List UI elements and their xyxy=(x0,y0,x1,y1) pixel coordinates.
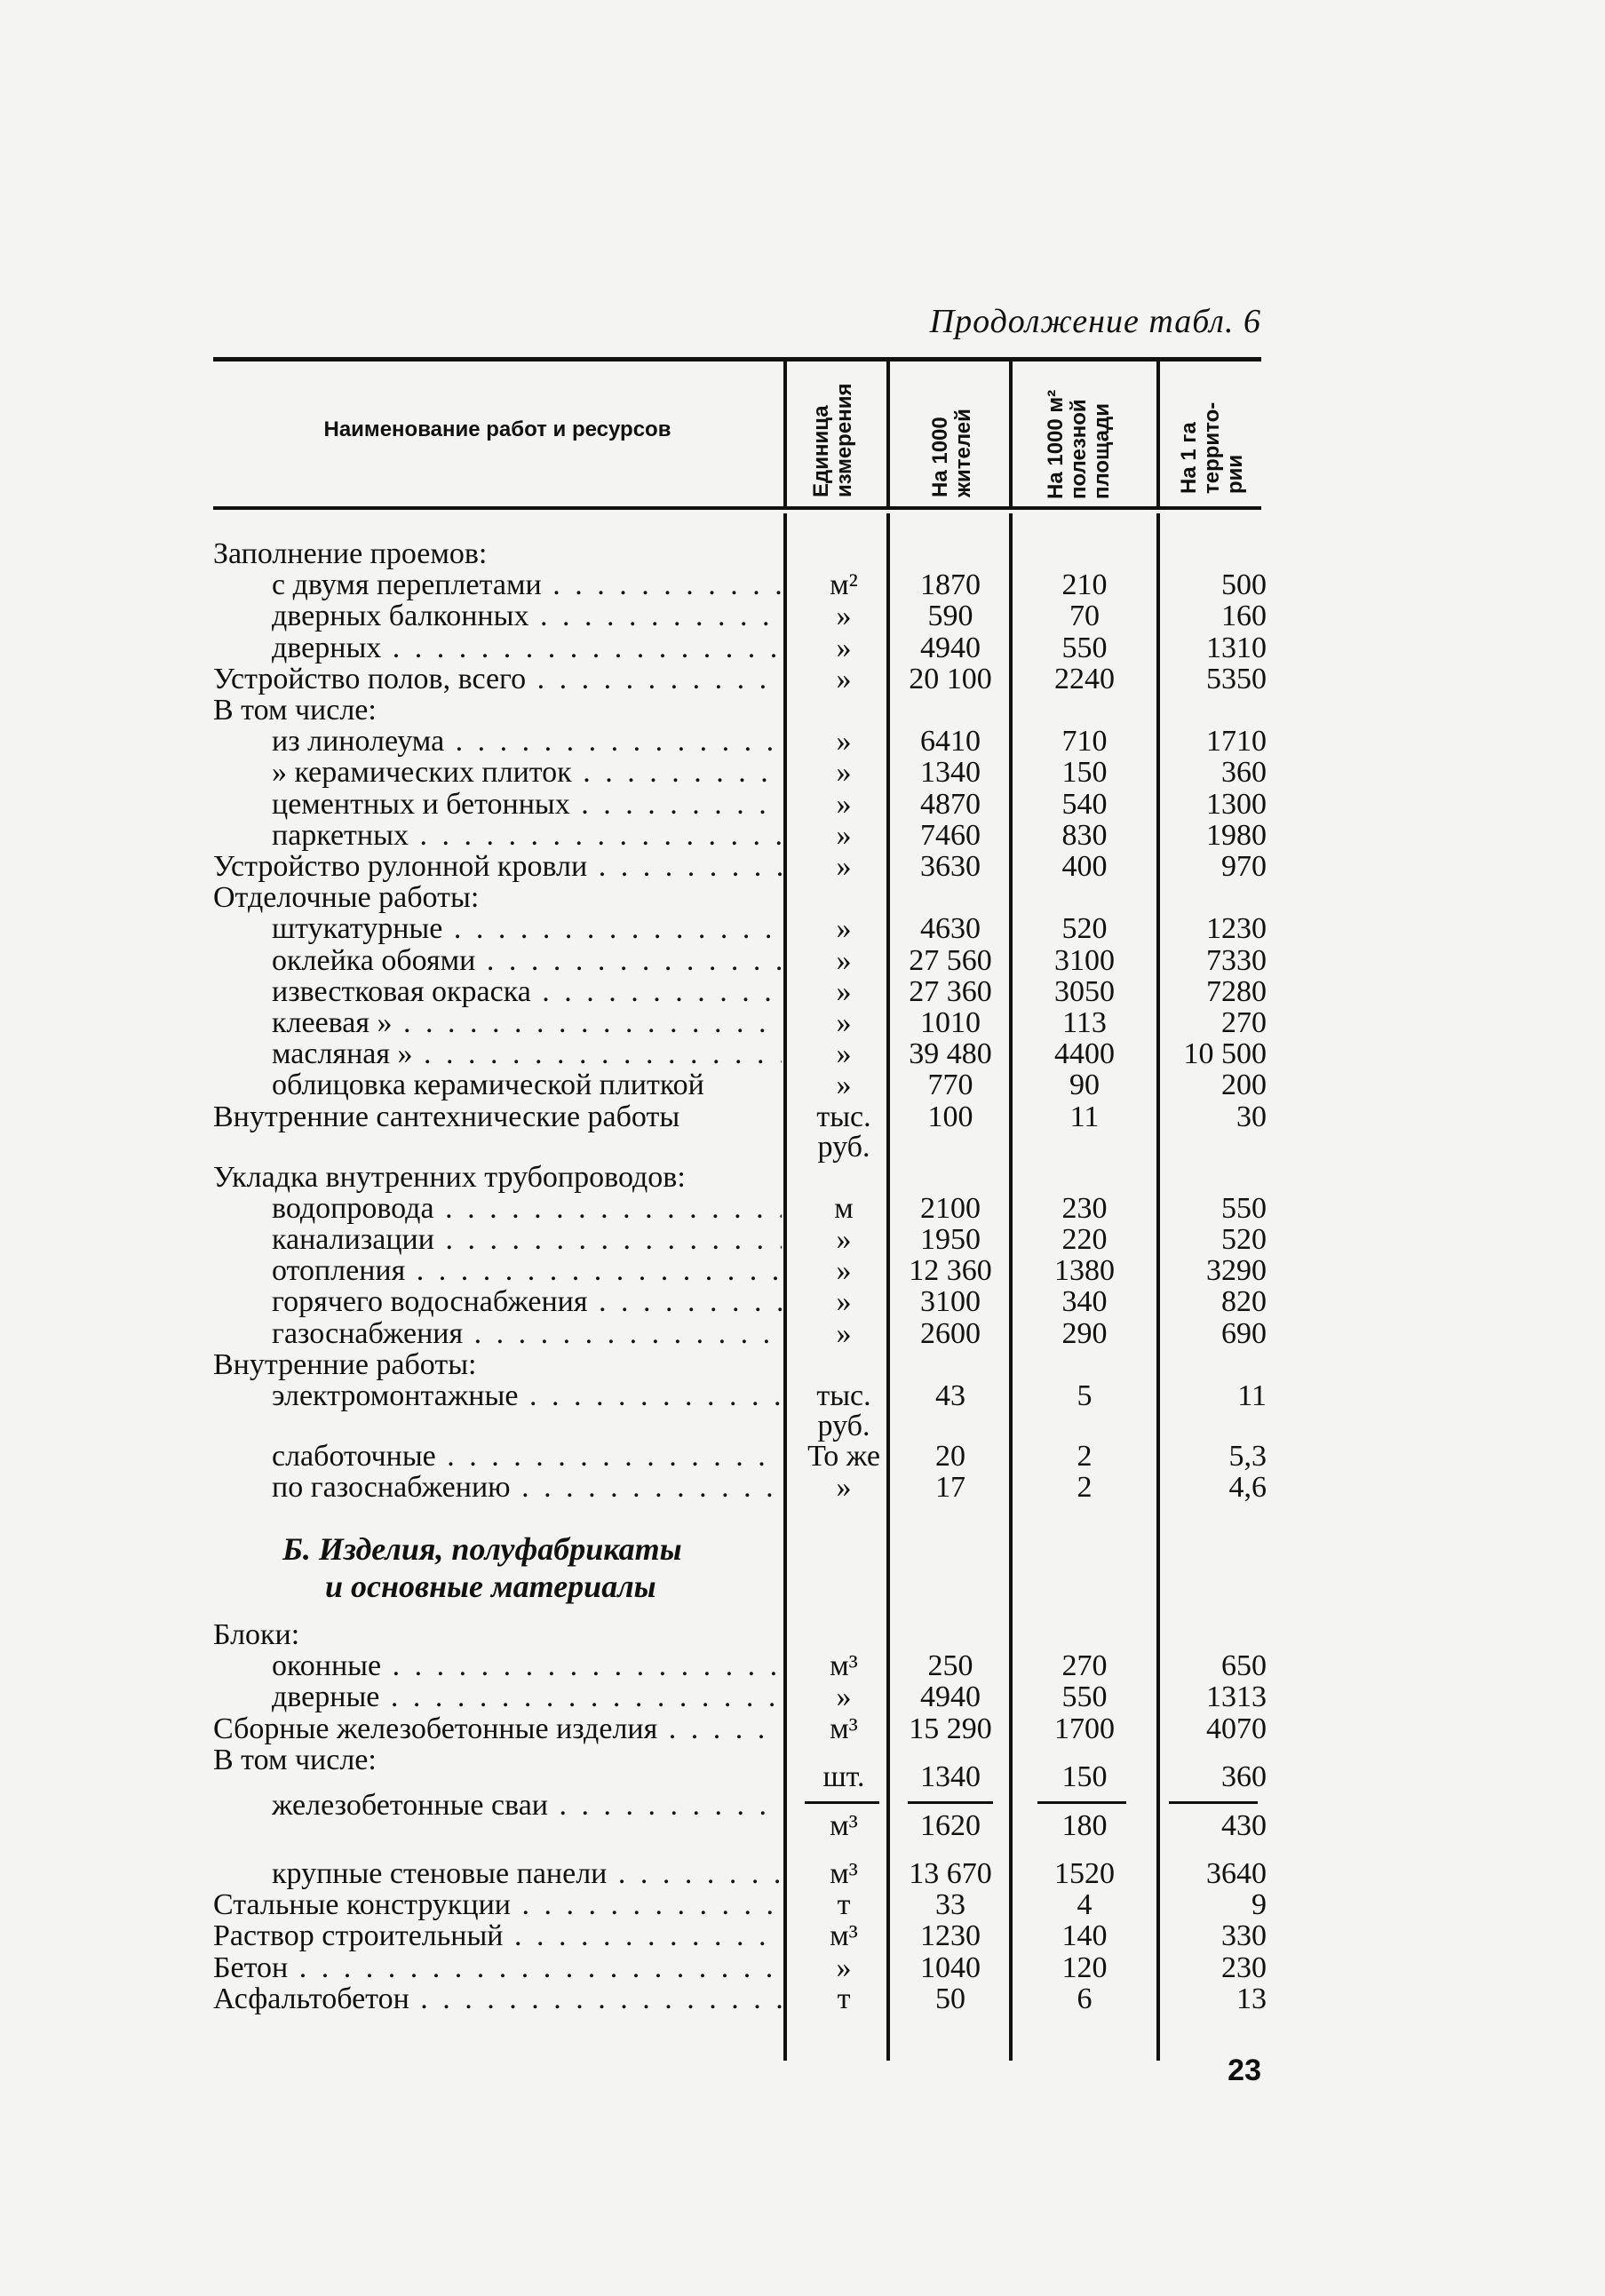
row-label: Асфальтобетон . . . xyxy=(213,1983,782,2015)
table-row xyxy=(0,1920,1605,1952)
table-row xyxy=(0,1681,1605,1713)
value-per-1000-m2: 550 xyxy=(1061,1680,1108,1714)
row-label: Отделочные работы: xyxy=(213,882,480,915)
value-per-1000-m2: 140 xyxy=(1061,1919,1108,1953)
value-per-1000-residents: 15 290 xyxy=(909,1712,992,1745)
table-row xyxy=(0,1193,1605,1225)
value-per-1000-m2: 2 xyxy=(1077,1471,1093,1505)
value-per-1000-m2: 3050 xyxy=(1054,974,1115,1008)
value-per-1000-residents: 250 xyxy=(927,1649,973,1683)
value-per-1-ha: 1230 xyxy=(1206,912,1267,946)
unit-cell: м³ xyxy=(830,1857,858,1890)
value-per-1-ha: 30 xyxy=(1236,1100,1267,1133)
unit-cell: шт. xyxy=(822,1760,865,1793)
value-per-1-ha: 360 xyxy=(1221,1760,1267,1793)
row-label: железобетонные сваи . . . xyxy=(272,1790,782,1822)
table-row xyxy=(0,820,1605,852)
unit-cell: » xyxy=(836,818,852,852)
table-row xyxy=(0,1318,1605,1350)
row-label: клеевая » . . . xyxy=(272,1007,782,1039)
row-label: В том числе: xyxy=(213,1744,377,1776)
table-row xyxy=(0,789,1605,821)
value-per-1000-m2: 5 xyxy=(1077,1379,1093,1412)
table-row xyxy=(0,882,1605,914)
row-label: отопления . . . xyxy=(272,1255,782,1287)
page-number: 23 xyxy=(1228,2054,1261,2087)
table-row xyxy=(0,1255,1605,1287)
value-per-1000-m2: 830 xyxy=(1061,818,1108,852)
row-label: масляная » . . . xyxy=(272,1038,782,1070)
unit-cell: » xyxy=(836,943,852,977)
value-per-1000-m2: 710 xyxy=(1061,725,1108,759)
row-label: штукатурные . . . xyxy=(272,913,782,945)
value-per-1000-m2: 113 xyxy=(1062,1006,1107,1039)
table-row xyxy=(0,1069,1605,1101)
unit-cell: » xyxy=(836,912,852,946)
row-label: Внутренние сантехнические работы xyxy=(213,1100,680,1133)
value-per-1000-residents: 1340 xyxy=(920,756,981,790)
value-per-1-ha: 1980 xyxy=(1206,818,1267,852)
table-row xyxy=(0,695,1605,727)
table-row xyxy=(0,976,1605,1008)
unit-cell: » xyxy=(836,1006,852,1039)
value-per-1000-residents: 20 xyxy=(935,1440,965,1473)
value-per-1000-residents: 100 xyxy=(927,1100,973,1133)
table-row xyxy=(0,1650,1605,1682)
value-per-1-ha: 550 xyxy=(1221,1191,1267,1225)
value-per-1-ha: 970 xyxy=(1221,850,1267,883)
row-label: В том числе: xyxy=(213,695,377,727)
piles-bottom-values xyxy=(0,1810,1605,1842)
value-per-1000-residents: 1040 xyxy=(920,1950,981,1984)
fraction-line xyxy=(908,1801,993,1804)
value-per-1-ha: 10 500 xyxy=(1183,1037,1267,1071)
row-label: канализации . . . xyxy=(272,1224,782,1256)
value-per-1000-m2: 150 xyxy=(1061,1760,1108,1793)
table-row xyxy=(0,569,1605,601)
unit-cell: » xyxy=(836,631,852,664)
value-per-1-ha: 5,3 xyxy=(1228,1440,1267,1473)
value-per-1000-residents: 7460 xyxy=(920,818,981,852)
value-per-1000-m2: 4 xyxy=(1077,1888,1093,1922)
value-per-1000-residents: 13 670 xyxy=(909,1857,992,1890)
row-label: Блоки: xyxy=(213,1619,300,1651)
value-per-1000-m2: 220 xyxy=(1061,1223,1108,1256)
value-per-1-ha: 1300 xyxy=(1206,787,1267,821)
value-per-1000-m2: 270 xyxy=(1061,1649,1108,1683)
row-label: Укладка внутренних трубопроводов: xyxy=(213,1161,686,1194)
value-per-1000-m2: 70 xyxy=(1069,600,1100,633)
row-label: водопровода . . . xyxy=(272,1193,782,1225)
column-rule xyxy=(886,360,890,506)
value-per-1-ha: 13 xyxy=(1236,1982,1267,2015)
table-row xyxy=(0,1100,1605,1164)
value-per-1000-residents: 1010 xyxy=(920,1006,981,1039)
row-label: крупные стеновые панели . . . xyxy=(272,1858,782,1890)
fraction-line xyxy=(805,1801,879,1804)
value-per-1000-residents: 1230 xyxy=(920,1919,981,1953)
row-label: газоснабжения . . . xyxy=(272,1318,782,1350)
unit-cell: т xyxy=(837,1982,851,2015)
fraction-line xyxy=(1037,1801,1126,1804)
unit-cell-continued: руб. xyxy=(817,1410,870,1442)
row-label: слаботочные . . . xyxy=(272,1441,782,1473)
table-row xyxy=(0,1379,1605,1442)
unit-cell: м³ xyxy=(830,1919,858,1953)
table-row xyxy=(0,726,1605,758)
value-per-1-ha: 4,6 xyxy=(1228,1471,1267,1505)
value-per-1000-residents: 4940 xyxy=(920,1680,981,1714)
value-per-1000-residents: 50 xyxy=(935,1982,965,2015)
row-label: Заполнение проемов: xyxy=(213,538,488,570)
value-per-1000-residents: 2100 xyxy=(920,1191,981,1225)
value-per-1000-residents: 17 xyxy=(935,1471,965,1505)
unit-cell: » xyxy=(836,725,852,759)
row-label: оконные . . . xyxy=(272,1650,782,1682)
value-per-1-ha: 11 xyxy=(1237,1379,1267,1412)
value-per-1000-m2: 1520 xyxy=(1054,1857,1115,1890)
value-per-1000-m2: 540 xyxy=(1061,787,1108,821)
value-per-1000-residents: 4870 xyxy=(920,787,981,821)
row-label: из линолеума . . . xyxy=(272,726,782,758)
value-per-1000-m2: 90 xyxy=(1069,1069,1100,1102)
row-label: Устройство полов, всего . . . xyxy=(213,663,782,695)
row-label: с двумя переплетами . . . xyxy=(272,569,782,601)
value-per-1000-residents: 33 xyxy=(935,1888,965,1922)
header-per-1000-m2: На 1000 м² полезной площади xyxy=(1044,389,1114,499)
table-row xyxy=(0,1472,1605,1504)
table-row xyxy=(0,1858,1605,1890)
row-label: Сборные железобетонные изделия . . . xyxy=(213,1713,782,1745)
row-label: оклейка обоями . . . xyxy=(272,945,782,977)
value-per-1000-m2: 230 xyxy=(1061,1191,1108,1225)
row-label: цементных и бетонных . . . xyxy=(272,789,782,821)
value-per-1-ha: 1310 xyxy=(1206,631,1267,664)
value-per-1-ha: 160 xyxy=(1221,600,1267,633)
header-unit-column: Единица измерения xyxy=(809,383,856,497)
header-name-column: Наименование работ и ресурсов xyxy=(323,417,671,441)
value-per-1-ha: 1710 xyxy=(1206,725,1267,759)
continuation-caption: Продолжение табл. 6 xyxy=(929,303,1261,340)
unit-cell: » xyxy=(836,1254,852,1288)
value-per-1-ha: 4070 xyxy=(1206,1712,1267,1745)
table-row xyxy=(0,1224,1605,1256)
value-per-1-ha: 3290 xyxy=(1206,1254,1267,1288)
value-per-1000-residents: 39 480 xyxy=(909,1037,992,1071)
value-per-1000-m2: 4400 xyxy=(1054,1037,1115,1071)
value-per-1000-residents: 4940 xyxy=(920,631,981,664)
table-row xyxy=(0,600,1605,632)
column-rule xyxy=(783,360,787,506)
unit-cell: » xyxy=(836,1680,852,1714)
unit-cell: м³ xyxy=(830,1649,858,1683)
value-per-1000-residents: 1340 xyxy=(920,1760,981,1793)
row-label: Стальные конструкции . . . xyxy=(213,1889,782,1921)
table-row xyxy=(0,945,1605,977)
unit-cell: » xyxy=(836,662,852,695)
column-rule xyxy=(1009,360,1013,506)
row-label: по газоснабжению . . . xyxy=(272,1472,782,1504)
value-per-1-ha: 200 xyxy=(1221,1069,1267,1102)
table-row xyxy=(0,1038,1605,1070)
unit-cell: » xyxy=(836,1037,852,1071)
table-row xyxy=(0,1007,1605,1039)
table-row xyxy=(0,1286,1605,1318)
value-per-1000-m2: 2 xyxy=(1077,1440,1093,1473)
value-per-1000-residents: 770 xyxy=(927,1069,973,1102)
value-per-1000-residents: 2600 xyxy=(920,1316,981,1350)
unit-cell: м³ xyxy=(830,1809,858,1842)
table-row xyxy=(0,1952,1605,1984)
value-per-1-ha: 430 xyxy=(1221,1809,1267,1842)
piles-top-values xyxy=(0,1761,1605,1793)
table-row xyxy=(0,538,1605,570)
value-per-1000-m2: 2240 xyxy=(1054,662,1115,695)
table-row xyxy=(0,1713,1605,1745)
row-label: дверных . . . xyxy=(272,632,782,664)
value-per-1000-m2: 150 xyxy=(1061,756,1108,790)
unit-cell: тыс. xyxy=(816,1100,871,1133)
value-per-1-ha: 330 xyxy=(1221,1919,1267,1953)
row-label: Внутренние работы: xyxy=(213,1348,477,1381)
value-per-1000-residents: 1950 xyxy=(920,1223,981,1256)
unit-cell: т xyxy=(837,1888,851,1922)
unit-cell-continued: руб. xyxy=(817,1130,870,1164)
value-per-1000-m2: 180 xyxy=(1061,1809,1108,1842)
unit-cell: То же xyxy=(807,1440,880,1473)
value-per-1-ha: 650 xyxy=(1221,1649,1267,1683)
value-per-1000-m2: 340 xyxy=(1061,1285,1108,1319)
value-per-1-ha: 5350 xyxy=(1206,662,1267,695)
row-label: облицовка керамической плиткой xyxy=(272,1069,704,1102)
value-per-1000-residents: 1620 xyxy=(920,1809,981,1842)
row-label: паркетных . . . xyxy=(272,820,782,852)
row-label: Раствор строительный . . . xyxy=(213,1920,782,1952)
unit-cell: » xyxy=(836,1285,852,1319)
table-row xyxy=(0,851,1605,883)
header-per-1-ha: На 1 га террито- рии xyxy=(1177,401,1247,494)
value-per-1000-m2: 3100 xyxy=(1054,943,1115,977)
value-per-1-ha: 3640 xyxy=(1206,1857,1267,1890)
value-per-1000-residents: 20 100 xyxy=(909,662,992,695)
table-row xyxy=(0,913,1605,945)
value-per-1-ha: 9 xyxy=(1251,1888,1267,1922)
row-label: горячего водоснабжения . . . xyxy=(272,1286,782,1318)
row-label: Бетон . . . xyxy=(213,1952,782,1984)
unit-cell: м² xyxy=(830,568,858,602)
value-per-1000-m2: 1700 xyxy=(1054,1712,1115,1745)
value-per-1000-m2: 520 xyxy=(1061,912,1108,946)
unit-cell: тыс. xyxy=(816,1379,871,1412)
unit-cell: » xyxy=(836,787,852,821)
header-per-1000-residents: На 1000 жителей xyxy=(928,409,975,497)
value-per-1000-residents: 590 xyxy=(927,600,973,633)
value-per-1000-residents: 27 360 xyxy=(909,974,992,1008)
table-row xyxy=(0,632,1605,664)
table-row xyxy=(0,1441,1605,1473)
row-label: известковая окраска . . . xyxy=(272,976,782,1008)
unit-cell: м³ xyxy=(830,1712,858,1745)
unit-cell: » xyxy=(836,1950,852,1984)
unit-cell: » xyxy=(836,1471,852,1505)
value-per-1000-m2: 550 xyxy=(1061,631,1108,664)
value-per-1000-residents: 1870 xyxy=(920,568,981,602)
unit-cell: » xyxy=(836,1069,852,1102)
value-per-1000-residents: 27 560 xyxy=(909,943,992,977)
table-row xyxy=(0,1619,1605,1651)
row-label: Устройство рулонной кровли . . . xyxy=(213,851,782,883)
value-per-1-ha: 270 xyxy=(1221,1006,1267,1039)
value-per-1-ha: 1313 xyxy=(1206,1680,1267,1714)
value-per-1-ha: 500 xyxy=(1221,568,1267,602)
row-label: дверных балконных . . . xyxy=(272,600,782,632)
value-per-1000-m2: 1380 xyxy=(1054,1254,1115,1288)
value-per-1-ha: 690 xyxy=(1221,1316,1267,1350)
value-per-1000-residents: 3630 xyxy=(920,850,981,883)
table-header-rule xyxy=(213,506,1261,510)
section-b-title: Б. Изделия, полуфабрикаты xyxy=(282,1531,682,1567)
value-per-1000-m2: 11 xyxy=(1069,1100,1100,1133)
value-per-1000-m2: 6 xyxy=(1077,1982,1093,2015)
value-per-1000-residents: 4630 xyxy=(920,912,981,946)
value-per-1-ha: 7280 xyxy=(1206,974,1267,1008)
value-per-1-ha: 360 xyxy=(1221,756,1267,790)
value-per-1-ha: 820 xyxy=(1221,1285,1267,1319)
table-row xyxy=(0,1349,1605,1381)
unit-cell: » xyxy=(836,600,852,633)
table-row xyxy=(0,1162,1605,1194)
unit-cell: » xyxy=(836,1223,852,1256)
value-per-1000-residents: 43 xyxy=(935,1379,965,1412)
value-per-1000-m2: 120 xyxy=(1061,1950,1108,1984)
table-row xyxy=(0,1889,1605,1921)
value-per-1000-residents: 12 360 xyxy=(909,1254,992,1288)
value-per-1000-m2: 400 xyxy=(1061,850,1108,883)
row-label: дверные . . . xyxy=(272,1681,782,1713)
row-label: » керамических плиток . . . xyxy=(272,757,782,789)
fraction-line xyxy=(1169,1801,1258,1804)
value-per-1-ha: 520 xyxy=(1221,1223,1267,1256)
table-row xyxy=(0,663,1605,695)
column-rule xyxy=(1156,360,1160,506)
value-per-1000-m2: 290 xyxy=(1061,1316,1108,1350)
value-per-1-ha: 7330 xyxy=(1206,943,1267,977)
value-per-1000-residents: 6410 xyxy=(920,725,981,759)
table-row xyxy=(0,757,1605,789)
unit-cell: » xyxy=(836,974,852,1008)
unit-cell: » xyxy=(836,756,852,790)
unit-cell: » xyxy=(836,850,852,883)
section-b-subtitle: и основные материалы xyxy=(325,1569,656,1604)
unit-cell: » xyxy=(836,1316,852,1350)
row-label: электромонтажные . . . xyxy=(272,1380,782,1412)
value-per-1000-m2: 210 xyxy=(1061,568,1108,602)
value-per-1000-residents: 3100 xyxy=(920,1285,981,1319)
table-top-rule xyxy=(213,357,1261,361)
value-per-1-ha: 230 xyxy=(1221,1950,1267,1984)
unit-cell: м xyxy=(834,1191,854,1225)
table-row xyxy=(0,1983,1605,2015)
